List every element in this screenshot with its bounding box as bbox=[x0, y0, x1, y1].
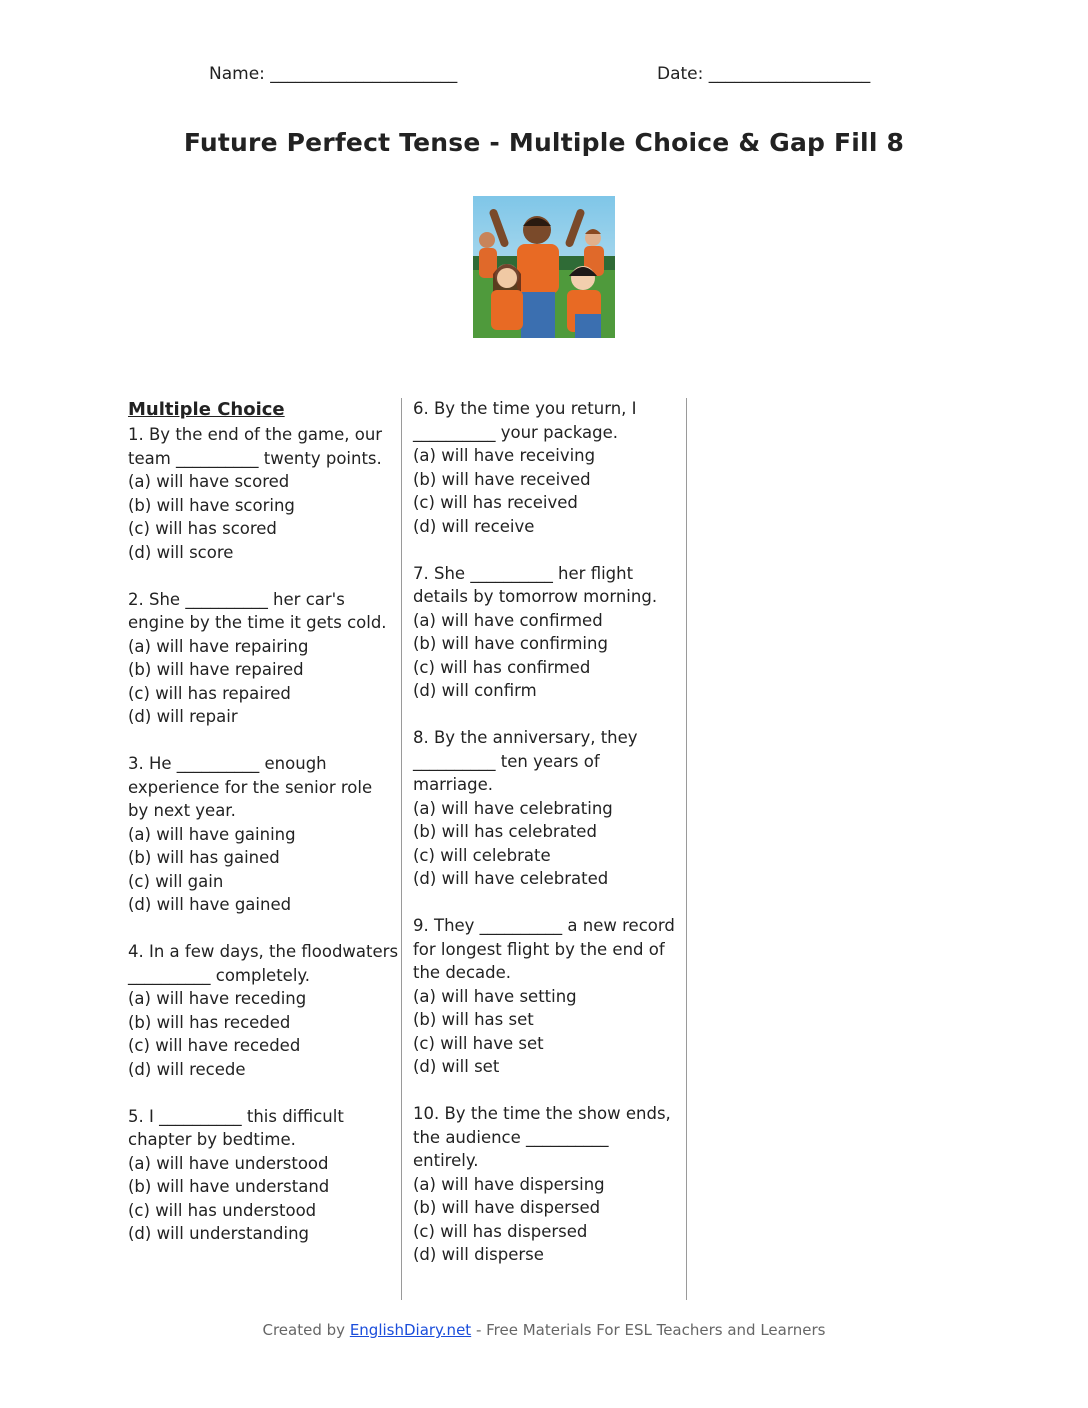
answer-option: (d) will recede bbox=[128, 1059, 246, 1079]
answer-option: (d) will have gained bbox=[128, 895, 292, 914]
answer-option: (b) will has receded bbox=[128, 1012, 291, 1032]
answer-option: (d) will disperse bbox=[413, 1245, 544, 1264]
column-divider bbox=[686, 398, 687, 1300]
name-field-label: Name: ______________________ bbox=[209, 64, 458, 84]
answer-option: (d) will receive bbox=[413, 516, 535, 536]
answer-option: (b) will has gained bbox=[128, 848, 280, 867]
question-text: by next year. bbox=[128, 801, 236, 820]
answer-option: (b) will have confirming bbox=[413, 634, 608, 653]
page-title: Future Perfect Tense - Multiple Choice & Gap Fill 8 bbox=[183, 128, 905, 157]
answer-option: (a) will have confirmed bbox=[413, 610, 603, 630]
footer-prefix: Created by bbox=[262, 1321, 350, 1339]
answer-option: (d) will confirm bbox=[413, 681, 537, 700]
question-item bbox=[413, 914, 675, 1079]
footer-suffix: - Free Materials For ESL Teachers and Learners bbox=[471, 1321, 826, 1339]
answer-option: (a) will have receding bbox=[128, 989, 307, 1008]
answer-option: (c) will has repaired bbox=[128, 683, 291, 703]
question-text: 3. He __________ enough bbox=[128, 754, 327, 773]
question-item bbox=[128, 588, 398, 729]
questions-column-left bbox=[128, 397, 398, 1269]
question-text: marriage. bbox=[413, 775, 494, 794]
column-divider bbox=[401, 398, 402, 1300]
answer-option: (a) will have celebrating bbox=[413, 798, 613, 818]
question-text: the decade. bbox=[413, 963, 512, 982]
answer-option: (c) will have set bbox=[413, 1033, 544, 1053]
answer-option: (d) will understanding bbox=[128, 1224, 310, 1243]
answer-option: (c) will gain bbox=[128, 871, 224, 891]
englishdiary-link[interactable]: EnglishDiary.net bbox=[349, 1321, 472, 1339]
question-text: engine by the time it gets cold. bbox=[128, 613, 387, 632]
footer-credit bbox=[0, 1321, 1088, 1339]
answer-option: (b) will have received bbox=[413, 469, 591, 489]
question-item bbox=[128, 1105, 398, 1246]
answer-option: (a) will have receiving bbox=[413, 446, 596, 465]
question-text: 1. By the end of the game, our bbox=[128, 425, 383, 444]
answer-option: (c) will has dispersed bbox=[413, 1221, 588, 1241]
question-text: 6. By the time you return, I bbox=[413, 399, 637, 418]
question-text: 8. By the anniversary, they bbox=[413, 728, 638, 747]
questions-column-right bbox=[413, 397, 675, 1290]
question-item bbox=[413, 397, 675, 538]
answer-option: (b) will have understand bbox=[128, 1177, 330, 1196]
answer-option: (b) will have dispersed bbox=[413, 1198, 601, 1217]
question-text: details by tomorrow morning. bbox=[413, 587, 658, 606]
question-text: team __________ twenty points. bbox=[128, 448, 382, 468]
question-item bbox=[128, 423, 398, 564]
answer-option: (c) will has confirmed bbox=[413, 657, 591, 677]
question-text: 10. By the time the show ends, bbox=[413, 1104, 671, 1123]
question-text: __________ completely. bbox=[128, 965, 311, 985]
answer-option: (b) will has celebrated bbox=[413, 822, 597, 841]
answer-option: (a) will have understood bbox=[128, 1153, 329, 1173]
answer-option: (b) will have scoring bbox=[128, 495, 295, 515]
answer-option: (c) will has understood bbox=[128, 1200, 317, 1220]
question-text: 4. In a few days, the floodwaters bbox=[128, 942, 399, 961]
question-text: chapter by bedtime. bbox=[128, 1130, 296, 1149]
question-text: 5. I __________ this difficult bbox=[128, 1106, 344, 1126]
answer-option: (a) will have gaining bbox=[128, 824, 296, 844]
question-text: __________ your package. bbox=[413, 422, 618, 442]
question-text: for longest flight by the end of bbox=[413, 939, 665, 959]
question-text: 7. She __________ her flight bbox=[413, 563, 634, 583]
celebrating-players-illustration bbox=[473, 196, 615, 338]
question-item bbox=[128, 752, 398, 917]
question-item bbox=[413, 726, 675, 891]
answer-option: (a) will have scored bbox=[128, 472, 290, 491]
answer-option: (a) will have setting bbox=[413, 986, 577, 1006]
question-text: experience for the senior role bbox=[128, 777, 373, 797]
answer-option: (a) will have dispersing bbox=[413, 1174, 605, 1194]
section-heading: Multiple Choice bbox=[128, 399, 285, 420]
question-text: the audience __________ bbox=[413, 1127, 609, 1147]
answer-option: (d) will score bbox=[128, 542, 234, 562]
answer-option: (a) will have repairing bbox=[128, 636, 309, 656]
answer-option: (d) will set bbox=[413, 1057, 500, 1076]
answer-option: (c) will have receded bbox=[128, 1036, 301, 1055]
question-item bbox=[413, 562, 675, 703]
answer-option: (c) will has received bbox=[413, 493, 578, 512]
answer-option: (d) will have celebrated bbox=[413, 869, 609, 888]
answer-option: (b) will have repaired bbox=[128, 660, 304, 679]
question-item bbox=[413, 1102, 675, 1267]
question-text: __________ ten years of bbox=[413, 751, 600, 771]
question-text: entirely. bbox=[413, 1151, 479, 1170]
answer-option: (b) will has set bbox=[413, 1010, 534, 1029]
date-field-label: Date: ___________________ bbox=[657, 64, 871, 84]
question-text: 9. They __________ a new record bbox=[413, 916, 675, 935]
answer-option: (c) will celebrate bbox=[413, 845, 551, 865]
answer-option: (d) will repair bbox=[128, 707, 238, 726]
question-text: 2. She __________ her car's bbox=[128, 589, 345, 609]
answer-option: (c) will has scored bbox=[128, 519, 277, 538]
question-item bbox=[128, 940, 398, 1081]
